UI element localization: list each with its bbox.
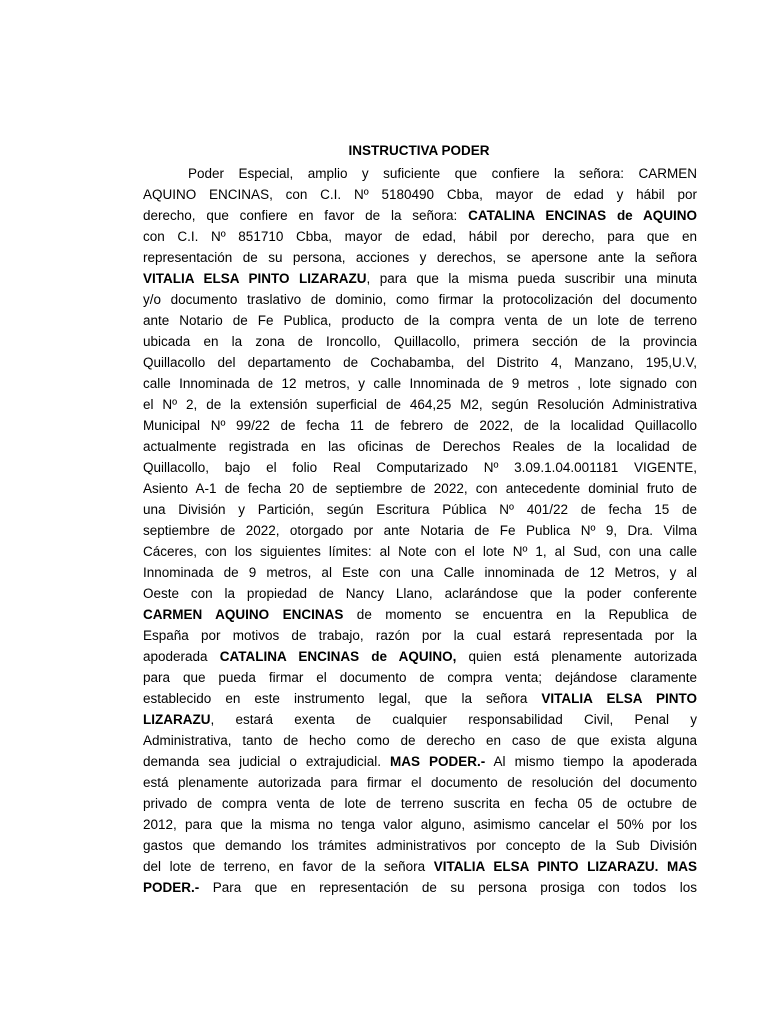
text-run: septiembre de 2022, otorgado por ante Notaria de Fe Publica Nº 9, Dra. Vilma xyxy=(143,523,697,538)
text-line xyxy=(143,709,697,730)
document-body xyxy=(143,163,697,898)
text-line xyxy=(143,562,697,583)
text-run: Para que en representación de su persona prosiga con todos los xyxy=(199,880,697,895)
text-run: privado de compra venta de lote de terreno suscrita en fecha 05 de octubre de xyxy=(143,796,697,811)
text-run: actualmente registrada en las oficinas de Derechos Reales de la localidad de xyxy=(143,439,697,454)
text-run: establecido en este instrumento legal, que la señora xyxy=(143,691,542,706)
text-line xyxy=(143,289,697,310)
text-run: AQUINO ENCINAS, con C.I. Nº 5180490 Cbba, mayor de edad y hábil por xyxy=(143,187,697,202)
text-line xyxy=(143,247,697,268)
text-run: quien está plenamente autorizada xyxy=(456,649,698,664)
text-run: el Nº 2, de la extensión superficial de 464,25 M2, según Resolución Administrativa xyxy=(143,397,697,412)
text-line xyxy=(143,646,697,667)
bold-text-run: PODER.- xyxy=(143,880,200,895)
text-line xyxy=(143,268,697,289)
text-run: apoderada xyxy=(143,649,220,664)
text-line xyxy=(143,310,697,331)
text-line xyxy=(143,835,697,856)
text-run: una División y Partición, según Escritura Pública Nº 401/22 de fecha 15 de xyxy=(143,502,697,517)
text-line xyxy=(143,541,697,562)
bold-text-run: CARMEN AQUINO ENCINAS xyxy=(143,607,344,622)
bold-text-run: VITALIA ELSA PINTO LIZARAZU. MAS xyxy=(433,859,697,874)
text-line xyxy=(143,163,697,184)
text-line xyxy=(143,415,697,436)
text-line xyxy=(143,499,697,520)
text-line xyxy=(143,793,697,814)
text-line xyxy=(143,688,697,709)
text-run: , para que la misma pueda suscribir una minuta xyxy=(366,271,697,286)
text-run: calle Innominada de 12 metros, y calle Innominada de 9 metros , lote signado con xyxy=(143,376,697,391)
text-run: Oeste con la propiedad de Nancy Llano, aclarándose que la poder conferente xyxy=(143,586,697,601)
text-line xyxy=(143,331,697,352)
text-run: Administrativa, tanto de hecho como de derecho en caso de que exista alguna xyxy=(143,733,697,748)
text-run: Municipal Nº 99/22 de fecha 11 de febrero de 2022, de la localidad Quillacollo xyxy=(143,418,697,433)
text-line xyxy=(143,184,697,205)
text-run: con C.I. Nº 851710 Cbba, mayor de edad, hábil por derecho, para que en xyxy=(143,229,697,244)
text-run: está plenamente autorizada para firmar el documento de resolución del documento xyxy=(143,775,697,790)
text-line xyxy=(143,205,697,226)
text-line xyxy=(143,436,697,457)
text-run: Asiento A-1 de fecha 20 de septiembre de 2022, con antecedente dominial fruto de xyxy=(143,481,697,496)
text-line xyxy=(143,751,697,772)
bold-text-run: MAS PODER.- xyxy=(389,754,486,769)
text-run: para que pueda firmar el documento de compra venta; dejándose claramente xyxy=(143,670,697,685)
text-line xyxy=(143,625,697,646)
text-run: ubicada en la zona de Ironcollo, Quillacollo, primera sección de la provincia xyxy=(143,334,697,349)
text-line xyxy=(143,730,697,751)
bold-text-run: LIZARAZU xyxy=(143,712,211,727)
bold-text-run: VITALIA ELSA PINTO LIZARAZU xyxy=(143,271,367,286)
text-run: demanda sea judicial o extrajudicial. xyxy=(143,754,390,769)
text-line xyxy=(143,604,697,625)
text-run: ante Notario de Fe Publica, producto de la compra venta de un lote de terreno xyxy=(143,313,697,328)
text-run: gastos que demando los trámites administrativos por concepto de la Sub División xyxy=(143,838,697,853)
text-run: de momento se encuentra en la Republica de xyxy=(343,607,697,622)
bold-text-run: CATALINA ENCINAS de AQUINO, xyxy=(219,649,457,664)
text-run: Quillacollo del departamento de Cochabamba, del Distrito 4, Manzano, 195,U.V, xyxy=(143,355,697,370)
text-run: del lote de terreno, en favor de la señora xyxy=(143,859,434,874)
text-run: representación de su persona, acciones y derechos, se apersone ante la señora xyxy=(143,250,697,265)
text-run: derecho, que confiere en favor de la señora: xyxy=(143,208,469,223)
bold-text-run: CATALINA ENCINAS de AQUINO xyxy=(468,208,697,223)
text-line xyxy=(143,478,697,499)
text-line xyxy=(143,583,697,604)
text-run: , estará exenta de cualquier responsabilidad Civil, Penal y xyxy=(210,712,697,727)
text-run: Innominada de 9 metros, al Este con una Calle innominada de 12 Metros, y al xyxy=(143,565,697,580)
text-line xyxy=(143,457,697,478)
text-line xyxy=(143,772,697,793)
text-run: Al mismo tiempo la apoderada xyxy=(485,754,697,769)
text-line xyxy=(143,352,697,373)
text-run: 2012, para que la misma no tenga valor alguno, asimismo cancelar el 50% por los xyxy=(143,817,697,832)
text-run: y/o documento traslativo de dominio, como firmar la protocolización del documento xyxy=(143,292,697,307)
text-line xyxy=(143,856,697,877)
bold-text-run: VITALIA ELSA PINTO xyxy=(541,691,698,706)
text-run: Cáceres, con los siguientes límites: al Note con el lote Nº 1, al Sud, con una calle xyxy=(143,544,697,559)
text-line xyxy=(143,226,697,247)
text-line xyxy=(143,394,697,415)
text-line xyxy=(143,667,697,688)
text-line xyxy=(143,814,697,835)
text-run: Quillacollo, bajo el folio Real Computarizado Nº 3.09.1.04.001181 VIGENTE, xyxy=(143,460,697,475)
text-run: Poder Especial, amplio y suficiente que confiere la señora: CARMEN xyxy=(188,166,697,181)
text-line xyxy=(143,373,697,394)
text-run: España por motivos de trabajo, razón por la cual estará representada por la xyxy=(143,628,697,643)
text-line xyxy=(143,520,697,541)
text-line xyxy=(143,877,697,898)
document-title: INSTRUCTIVA PODER xyxy=(348,143,490,158)
